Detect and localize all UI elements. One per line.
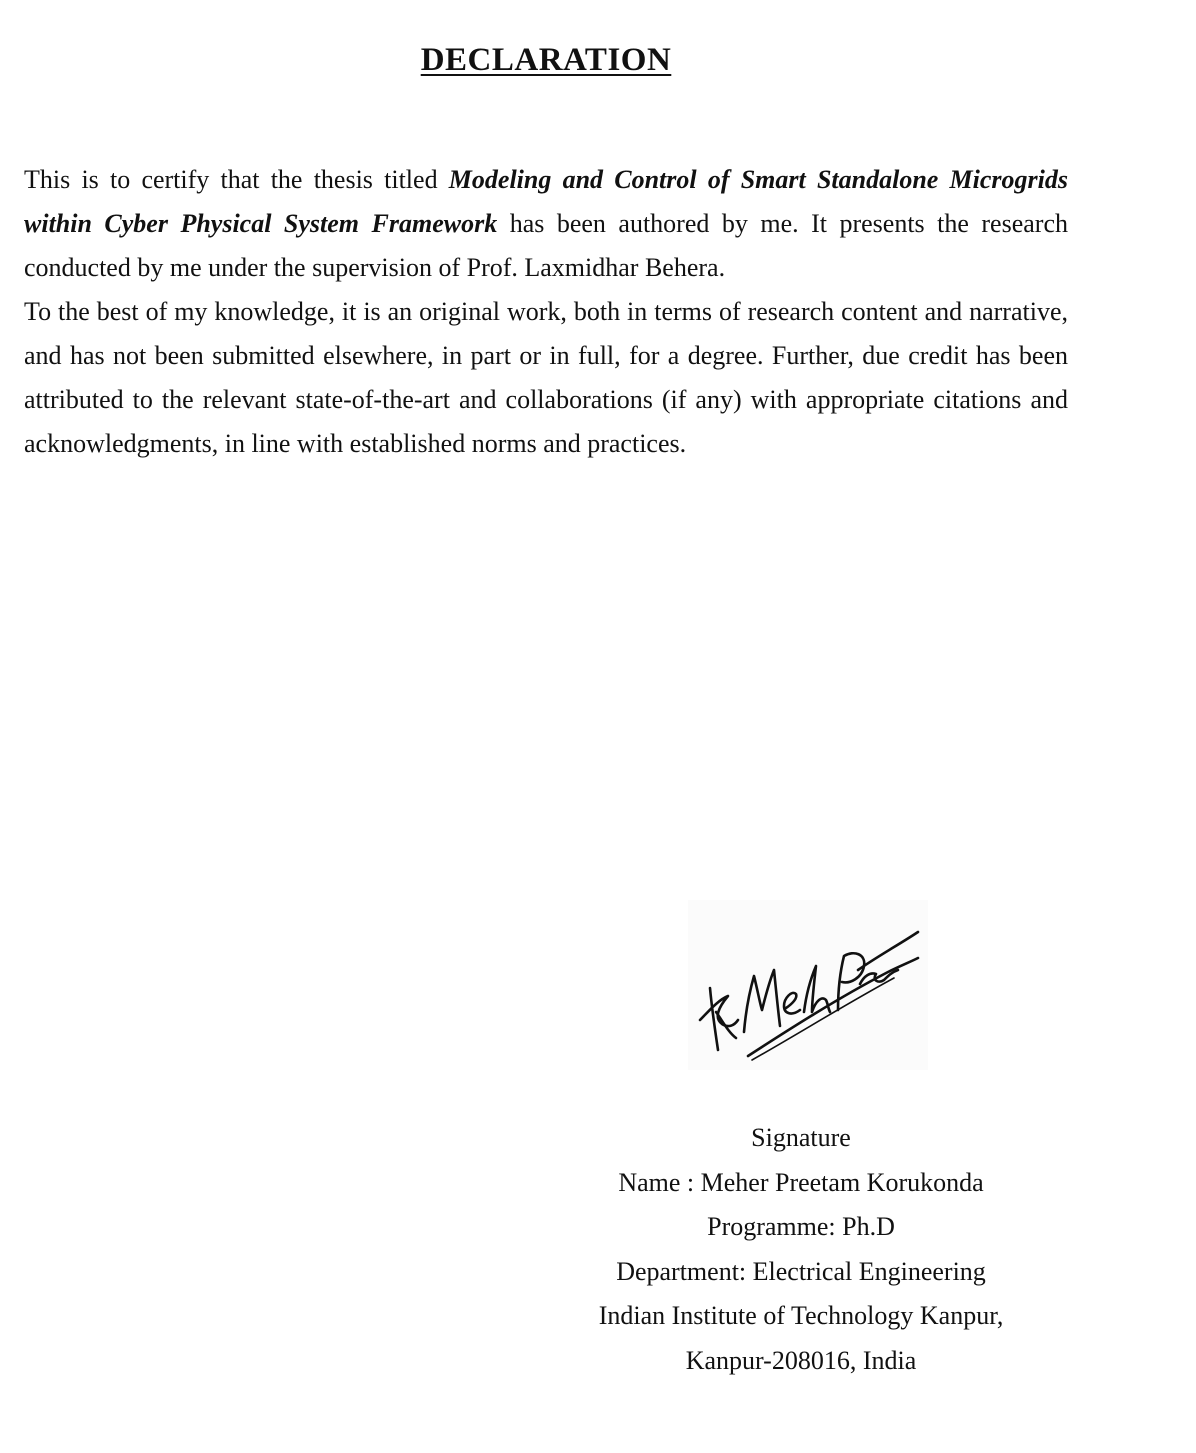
- signature-drawing: [688, 900, 928, 1070]
- address: Kanpur-208016, India: [685, 1345, 917, 1375]
- originality-paragraph: To the best of my knowledge, it is an original work, both in terms of research content and narrative, and has not been submitted elsewhere, in part or in full, for a degree. Further, due credit has been attributed to the relevant state-of-the-art and collaborations (if any) with appropriate citations and acknowledgments, in line with established norms and practices.: [24, 297, 1068, 458]
- signature-label: Signature: [751, 1123, 851, 1152]
- programme: Programme: Ph.D: [707, 1212, 895, 1241]
- institute: Indian Institute of Technology Kanpur,: [598, 1301, 1004, 1330]
- page-title: DECLARATION: [420, 42, 672, 78]
- declaration-body: [24, 158, 1068, 466]
- department: Department: Electrical Engineering: [616, 1256, 986, 1286]
- author-name: Name : Meher Preetam Korukonda: [618, 1167, 984, 1197]
- thesis-title: Modeling and Control of Smart Standalone Microgrids within Cyber Physical System Framework: [24, 165, 1069, 238]
- signature-block: [540, 1116, 1062, 1383]
- certification-intro: This is to certify that the thesis titled: [24, 165, 449, 194]
- handwritten-signature-icon: [688, 900, 928, 1070]
- certification-paragraph: [24, 158, 1068, 290]
- certification-rest: has been authored by me. It presents the research conducted by me under the supervision of Prof. Laxmidhar Behera.: [24, 209, 1068, 282]
